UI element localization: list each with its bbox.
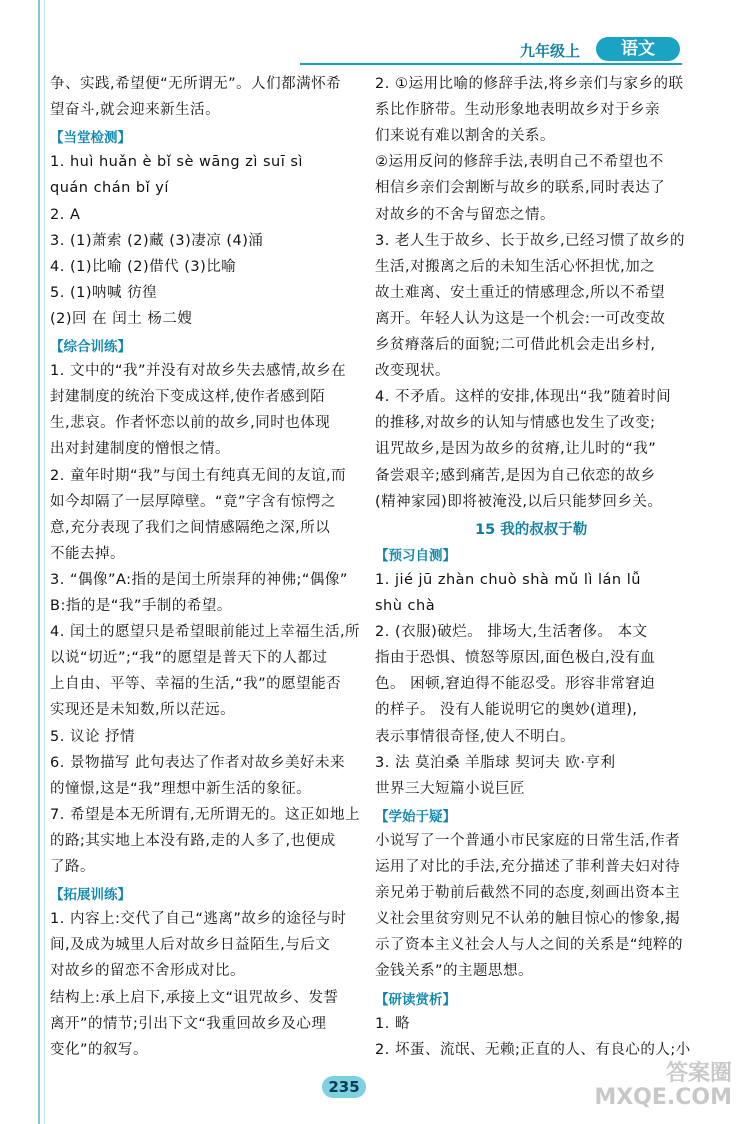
section-heading: 【 拓展训练 】	[50, 883, 131, 903]
text-line: 出对封建制度的憎恨之情。	[50, 441, 230, 458]
text-line: 5. 议论 抒情	[50, 728, 136, 745]
section-heading: 【 研读赏析 】	[375, 988, 456, 1008]
text-line: 备尝艰辛;感到痛苦,是因为自己依恋的故乡	[375, 467, 656, 484]
text-line: 1. jié jū zhàn chuò shà mǔ lì lán lǚ	[375, 571, 641, 588]
text-line: B:指的是“我”手制的希望。	[50, 598, 232, 614]
text-line: 5. (1)呐喊 彷徨	[50, 284, 158, 301]
text-line: ②运用反问的修辞手法,表明自己不希望也不	[375, 154, 664, 171]
text-line: 乡贫瘠落后的面貌;二可借此机会走出乡村,	[375, 337, 656, 353]
text-line: 小说写了一个普通小市民家庭的日常生活,作者	[375, 832, 681, 849]
section-heading: 【 综合训练 】	[50, 335, 131, 355]
text-line: 指由于恐惧、愤怒等原因,面色极白,没有血	[375, 650, 656, 667]
text-line: 意,充分表现了我们之间情感隔绝之深,所以	[50, 519, 331, 536]
chapter-title: 15 我的叔叔于勒	[475, 521, 588, 538]
text-line: 金钱关系”的主题思想。	[375, 963, 534, 980]
section-heading: 【 预习自测 】	[375, 544, 456, 564]
text-line: 封建制度的统治下变成这样,使作者感到陌	[50, 389, 326, 406]
text-line: 结构上:承上启下,承接上文“诅咒故乡、发誓	[50, 989, 339, 1006]
text-line: 2. ①运用比喻的修辞手法,将乡亲们与家乡的联	[375, 76, 684, 92]
text-line: 改变现状。	[375, 363, 450, 380]
margin-line-inner	[44, 0, 45, 1124]
watermark-line: MXQE.COM	[594, 1085, 732, 1110]
text-line: 的推移,对故乡的认知与情感也发生了改变;	[375, 415, 656, 432]
header-rule	[300, 63, 682, 65]
text-line: 相信乡亲们会割断与故乡的联系,同时表达了	[375, 180, 666, 197]
text-line: 不能去掉。	[50, 545, 125, 562]
text-line: 的路;其实地上本没有路,走的人多了,也便成	[50, 832, 336, 849]
text-line: 4. (1)比喻 (2)借代 (3)比喻	[50, 258, 237, 275]
text-line: 3. 法 莫泊桑 羊脂球 契诃夫 欧·亨利	[375, 754, 616, 771]
text-line: 1. 内容上:交代了自己“逃离”故乡的途径与时	[50, 911, 347, 928]
text-line: 运用了对比的手法,充分描述了菲利普夫妇对待	[375, 859, 681, 875]
text-line: 生,悲哀。作者怀恋以前的故乡,同时也体现	[50, 415, 331, 432]
section-heading: 【 当堂检测 】	[50, 126, 131, 146]
text-line: 间,及成为城里人后对故乡日益陌生,与后文	[50, 937, 331, 954]
text-line: 2. 坏蛋、流氓、无赖;正直的人、有良心的人;小	[375, 1041, 691, 1058]
text-line: 争、实践,希望便“无所谓无”。人们都满怀希	[50, 76, 342, 92]
text-line: 的憧憬,这是“我”理想中新生活的象征。	[50, 780, 312, 797]
text-line: 亲兄弟于勒前后截然不同的态度,刻画出资本主	[375, 885, 681, 902]
text-line: 离开。年轻人认为这是一个机会:一可改变故	[375, 310, 666, 327]
text-line: 离开”的情节;引出下文“我重回故乡及心理	[50, 1015, 327, 1032]
text-line: 义社会里贫穷则兄不认弟的触目惊心的惨象,揭	[375, 911, 681, 928]
text-line: 1. 略	[375, 1015, 410, 1032]
text-line: 生活,对搬离之后的未知生活心怀担忧,加之	[375, 258, 656, 275]
text-line: 3. 老人生于故乡、长于故乡,已经习惯了故乡的	[375, 232, 686, 249]
text-line: 变化”的叙写。	[50, 1041, 149, 1058]
text-line: (精神家园)即将被淹没,以后只能梦回乡关。	[375, 493, 663, 510]
text-line: 系比作脐带。生动形象地表明故乡对于乡亲	[375, 102, 660, 119]
text-line: 1. huì huǎn è bǐ sè wāng zì suī sì	[50, 154, 303, 171]
text-line: 如今却隔了一层厚障壁。“竟”字含有惊愕之	[50, 493, 337, 510]
subject-label: 语文	[621, 39, 655, 59]
text-line: 望奋斗,就会迎来新生活。	[50, 102, 221, 119]
page-header	[300, 34, 720, 68]
text-line: 对故乡的不舍与留恋之情。	[375, 206, 555, 223]
text-line: 实现还是未知数,所以茫远。	[50, 702, 236, 719]
text-line: 故土难离、安土重迁的情感理念,所以不希望	[375, 284, 666, 301]
text-line: 对故乡的留恋不舍形成对比。	[50, 963, 245, 980]
text-line: 们来说有难以割舍的关系。	[375, 128, 555, 145]
text-line: 以说“切近”;“我”的愿望是普天下的人都过	[50, 650, 328, 667]
text-line: 3. “偶像”A:指的是闰土所崇拜的神佛;“偶像”	[50, 571, 348, 588]
watermark	[594, 1062, 732, 1110]
text-line: 的样子。 没有人能说明它的奥妙(道理),	[375, 702, 638, 719]
text-line: 示了资本主义社会人与人之间的关系是“纯粹的	[375, 937, 684, 954]
text-line: 了路。	[50, 859, 95, 875]
watermark-line: 答案圈	[665, 1061, 732, 1086]
text-line: 上自由、平等、幸福的生活,“我”的愿望能否	[50, 676, 342, 693]
text-line: 表示事情很奇怪,使人不明白。	[375, 728, 576, 745]
text-line: 1. 文中的“我”并没有对故乡失去感情,故乡在	[50, 363, 347, 380]
text-line: 3. (1)萧索 (2)藏 (3)凄凉 (4)涌	[50, 232, 264, 249]
text-line: 色。 困顿,窘迫得不能忍受。形容非常窘迫	[375, 676, 656, 693]
text-line: (2)回 在 闰土 杨二嫂	[50, 310, 193, 327]
text-line: 诅咒故乡,是因为故乡的贫瘠,让儿时的“我”	[375, 441, 657, 458]
text-line: quán chán bǐ yí	[50, 180, 169, 197]
subject-badge	[596, 37, 680, 61]
text-line: 2. (衣服)破烂。 排场大,生活奢侈。 本文	[375, 624, 648, 641]
text-line: 2. 童年时期“我”与闰土有纯真无间的友谊,而	[50, 467, 347, 484]
text-line: 4. 不矛盾。这样的安排,体现出“我”随着时间	[375, 389, 672, 406]
grade-label: 九年级上	[519, 42, 580, 60]
margin-line	[38, 0, 40, 1124]
text-line: 2. A	[50, 206, 81, 223]
section-heading: 【 学始于疑 】	[375, 805, 456, 825]
text-line: 6. 景物描写 此句表达了作者对故乡美好未来	[50, 754, 346, 771]
text-line: 7. 希望是本无所谓有,无所谓无的。这正如地上	[50, 806, 361, 823]
text-line: 4. 闰土的愿望只是希望眼前能过上幸福生活,所	[50, 624, 361, 641]
text-line: shù chà	[375, 598, 436, 614]
text-line: 世界三大短篇小说巨匠	[375, 780, 525, 797]
page-number: 235	[322, 1076, 366, 1098]
